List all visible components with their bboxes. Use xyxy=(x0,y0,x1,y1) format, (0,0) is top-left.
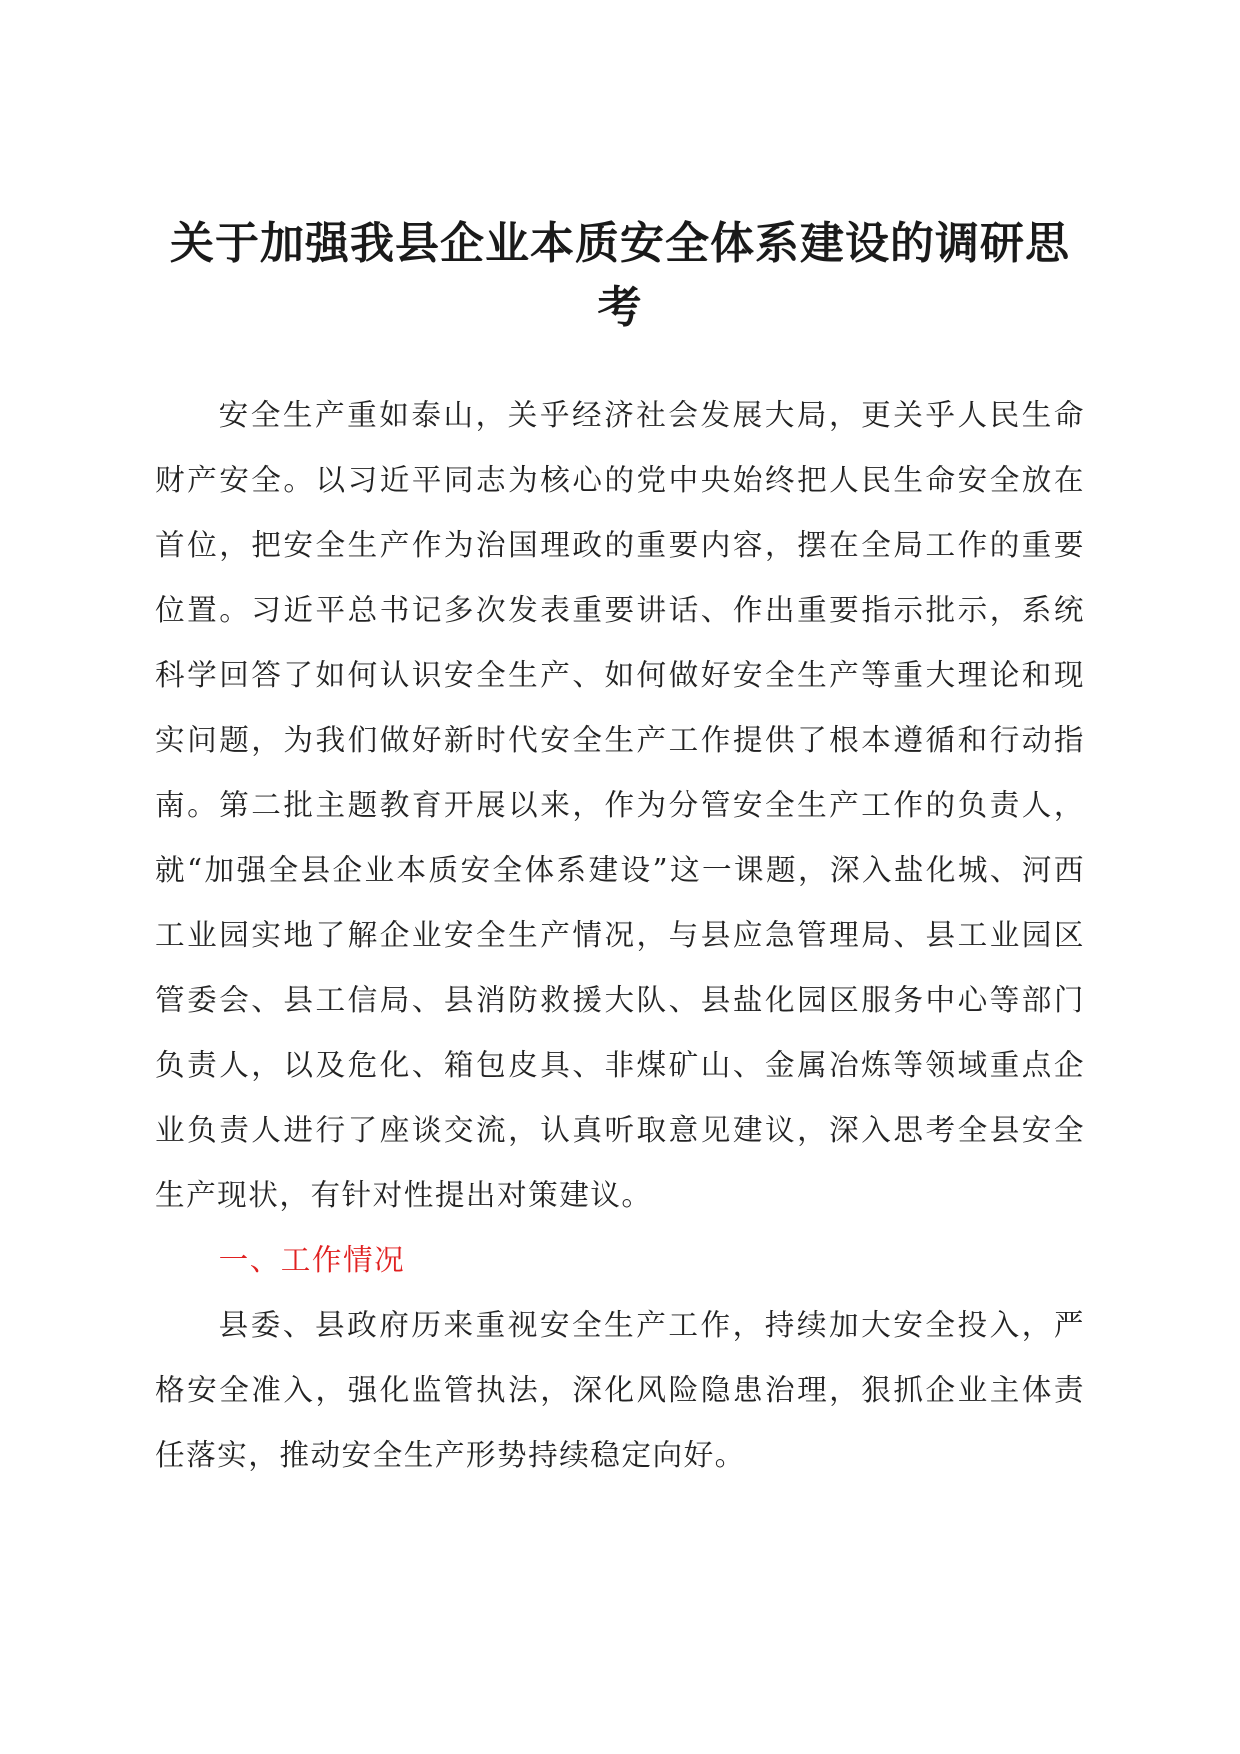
intro-paragraph: 安全生产重如泰山，关乎经济社会发展大局，更关乎人民生命财产安全。以习近平同志为核心的党中央始终把人民生命安全放在首位，把安全生产作为治国理政的重要内容，摆在全局工作的重要位置。习近平总书记多次发表重要讲话、作出重要指示批示，系统科学回答了如何认识安全生产、如何做好安全生产等重大理论和现实问题，为我们做好新时代安全生产工作提供了根本遵循和行动指南。第二批主题教育开展以来，作为分管安全生产工作的负责人，就“加强全县企业本质安全体系建设”这一课题，深入盐化城、河西工业园实地了解企业安全生产情况，与县应急管理局、县工业园区管委会、县工信局、县消防救援大队、县盐化园区服务中心等部门负责人，以及危化、箱包皮具、非煤矿山、金属冶炼等领域重点企业负责人进行了座谈交流，认真听取意见建议，深入思考全县安全生产现状，有针对性提出对策建议。 xyxy=(155,398,1085,1212)
document-title: 关于加强我县企业本质安全体系建设的调研思考 xyxy=(170,218,1070,333)
section-heading-work-status: 一、工作情况 xyxy=(218,1243,406,1277)
document-body xyxy=(155,383,1085,1488)
section-paragraph-work-status: 县委、县政府历来重视安全生产工作，持续加大安全投入，严格安全准入，强化监管执法，深化风险隐患治理，狠抓企业主体责任落实，推动安全生产形势持续稳定向好。 xyxy=(155,1308,1085,1472)
